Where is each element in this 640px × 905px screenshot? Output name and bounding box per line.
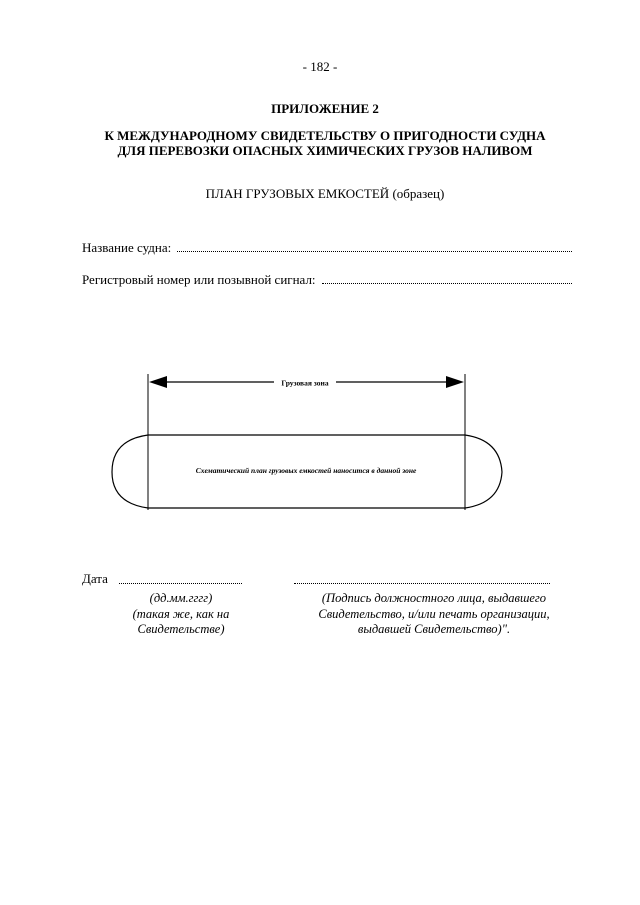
date-dotted-line bbox=[119, 582, 242, 584]
page-number: - 182 - bbox=[302, 59, 338, 74]
right-arrow-icon bbox=[446, 376, 464, 388]
signature-caption bbox=[294, 591, 574, 638]
scheme-instruction-text: Схематический план грузовых емкостей наносится в данной зоне bbox=[195, 466, 417, 475]
cargo-zone-label: Грузовая зона bbox=[281, 378, 329, 388]
date-caption-line-1: (дд.мм.гггг) bbox=[149, 591, 213, 605]
signature-dotted-line bbox=[294, 582, 550, 584]
signature-caption-line-1: (Подпись должностного лица, выдавшего bbox=[321, 591, 547, 605]
registration-field bbox=[82, 272, 572, 288]
appendix-title: ПРИЛОЖЕНИЕ 2 bbox=[271, 101, 379, 116]
certificate-title bbox=[0, 128, 640, 158]
date-caption-line-3: Свидетельстве) bbox=[137, 622, 225, 636]
ship-name-dotted-line bbox=[177, 241, 572, 252]
certificate-title-line-2: ДЛЯ ПЕРЕВОЗКИ ОПАСНЫХ ХИМИЧЕСКИХ ГРУЗОВ НАЛИВОМ bbox=[117, 143, 533, 158]
cargo-plan-diagram bbox=[0, 360, 640, 530]
signature-caption-line-3: выдавшей Свидетельство)". bbox=[357, 622, 511, 636]
date-label: Дата bbox=[82, 571, 108, 586]
left-arrow-icon bbox=[149, 376, 167, 388]
plan-title: ПЛАН ГРУЗОВЫХ ЕМКОСТЕЙ (образец) bbox=[205, 186, 445, 201]
date-caption bbox=[110, 591, 252, 638]
ship-name-label: Название судна: bbox=[82, 240, 172, 255]
registration-dotted-line bbox=[322, 273, 572, 284]
certificate-title-line-1: К МЕЖДУНАРОДНОМУ СВИДЕТЕЛЬСТВУ О ПРИГОДНОСТИ СУДНА bbox=[104, 128, 546, 143]
ship-name-field bbox=[82, 240, 572, 256]
signature-caption-line-2: Свидетельство, и/или печать организации, bbox=[318, 606, 550, 621]
date-caption-line-2: (такая же, как на bbox=[132, 606, 230, 621]
registration-label: Регистровый номер или позывной сигнал: bbox=[82, 272, 316, 287]
